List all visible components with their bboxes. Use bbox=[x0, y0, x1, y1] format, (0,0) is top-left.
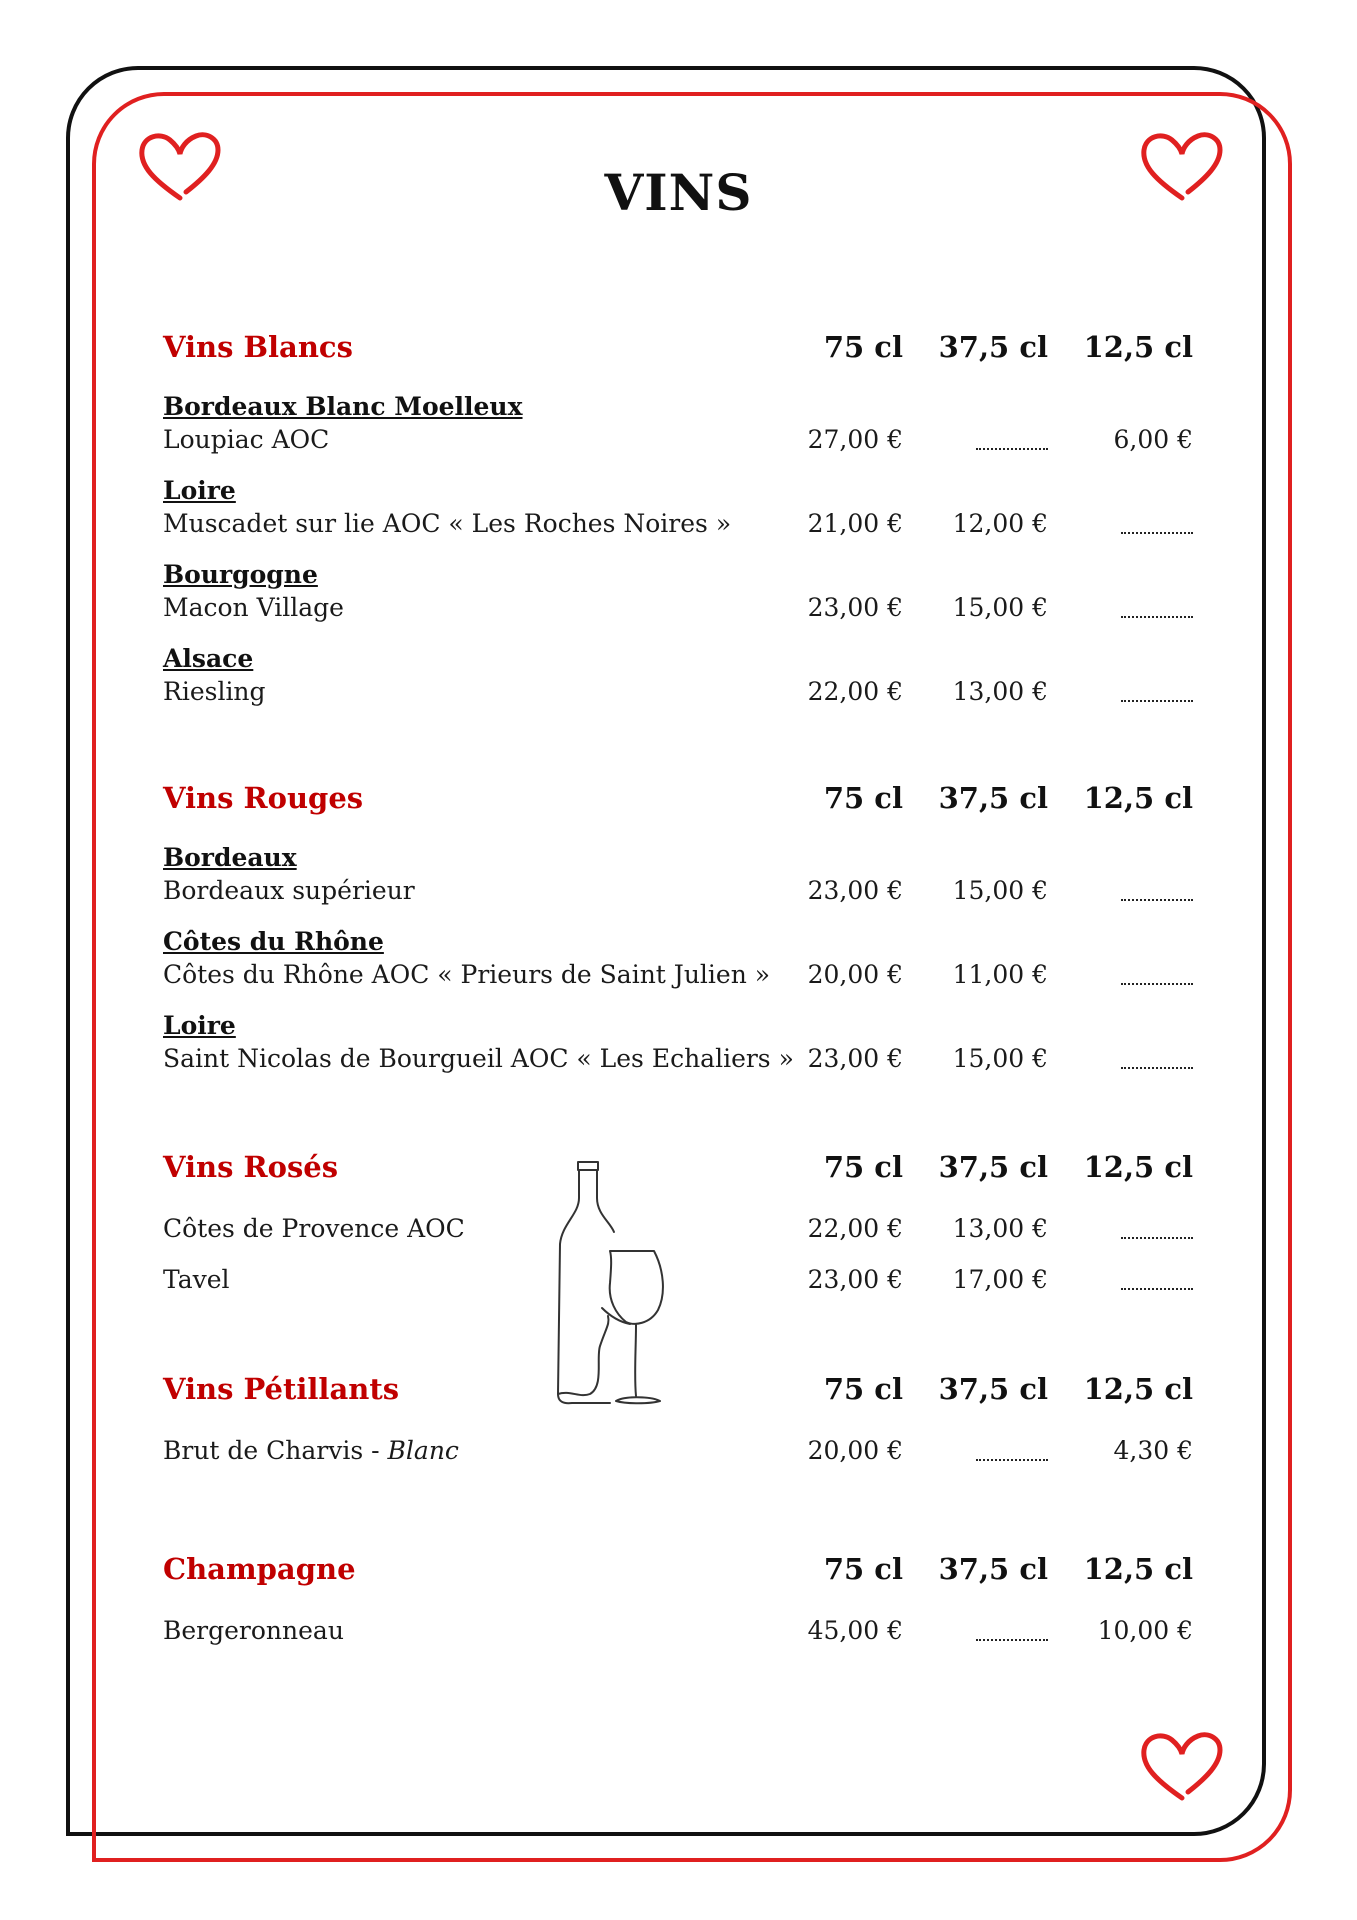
size-header-37: 37,5 cl bbox=[938, 1372, 1048, 1406]
region-label: Bordeaux Blanc Moelleux bbox=[163, 392, 523, 421]
price-37: 15,00 € bbox=[952, 1044, 1048, 1073]
wine-name: Macon Village bbox=[163, 593, 344, 622]
price-12-unavailable bbox=[1121, 507, 1193, 540]
price-75: 21,00 € bbox=[807, 509, 903, 538]
size-header-12: 12,5 cl bbox=[1083, 330, 1193, 364]
size-header-37: 37,5 cl bbox=[938, 330, 1048, 364]
price-37: 11,00 € bbox=[952, 960, 1048, 989]
wine-group bbox=[163, 390, 1193, 456]
price-75: 23,00 € bbox=[807, 1044, 903, 1073]
region-label: Alsace bbox=[163, 644, 254, 673]
list-item bbox=[163, 1042, 1193, 1075]
price-37-unavailable bbox=[976, 1614, 1048, 1647]
size-header-75: 75 cl bbox=[823, 330, 903, 364]
price-12: 10,00 € bbox=[1097, 1616, 1193, 1645]
price-37: 13,00 € bbox=[952, 1214, 1048, 1243]
price-37: 15,00 € bbox=[952, 876, 1048, 905]
wine-bottle-glass-icon bbox=[550, 1158, 680, 1408]
price-75: 23,00 € bbox=[807, 876, 903, 905]
section-title: Champagne bbox=[163, 1552, 356, 1586]
size-header-37: 37,5 cl bbox=[938, 1552, 1048, 1586]
wine-name: Bordeaux supérieur bbox=[163, 876, 415, 905]
price-12-unavailable bbox=[1121, 1212, 1193, 1245]
price-75: 45,00 € bbox=[807, 1616, 903, 1645]
price-37: 17,00 € bbox=[952, 1265, 1048, 1294]
price-37-unavailable bbox=[976, 1434, 1048, 1467]
list-item bbox=[163, 675, 1193, 708]
wine-name-text: Brut de Charvis - bbox=[163, 1436, 388, 1465]
region-label: Côtes du Rhône bbox=[163, 927, 384, 956]
list-item bbox=[163, 958, 1193, 991]
section-header bbox=[163, 330, 1193, 374]
section-title: Vins Rosés bbox=[163, 1150, 339, 1184]
price-75: 23,00 € bbox=[807, 1265, 903, 1294]
list-item bbox=[163, 1614, 1193, 1647]
list-item bbox=[163, 591, 1193, 624]
price-37: 13,00 € bbox=[952, 677, 1048, 706]
price-12-unavailable bbox=[1121, 1263, 1193, 1296]
size-header-12: 12,5 cl bbox=[1083, 781, 1193, 815]
region-label: Bourgogne bbox=[163, 560, 318, 589]
price-75: 20,00 € bbox=[807, 1436, 903, 1465]
wine-group bbox=[163, 474, 1193, 540]
wine-name: Tavel bbox=[163, 1265, 230, 1294]
section-vins-blancs bbox=[163, 330, 1193, 708]
price-75: 22,00 € bbox=[807, 677, 903, 706]
price-12-unavailable bbox=[1121, 1042, 1193, 1075]
region-label: Loire bbox=[163, 1011, 236, 1040]
price-12-unavailable bbox=[1121, 874, 1193, 907]
price-37: 12,00 € bbox=[952, 509, 1048, 538]
size-header-75: 75 cl bbox=[823, 781, 903, 815]
list-item bbox=[163, 507, 1193, 540]
price-37-unavailable bbox=[976, 423, 1048, 456]
wine-name: Côtes du Rhône AOC « Prieurs de Saint Julien » bbox=[163, 960, 771, 989]
wine-name: Riesling bbox=[163, 677, 266, 706]
price-75: 27,00 € bbox=[807, 425, 903, 454]
wine-name: Saint Nicolas de Bourgueil AOC « Les Echaliers » bbox=[163, 1044, 794, 1073]
size-header-12: 12,5 cl bbox=[1083, 1552, 1193, 1586]
size-header-37: 37,5 cl bbox=[938, 781, 1048, 815]
wine-name: Côtes de Provence AOC bbox=[163, 1214, 465, 1243]
section-vins-rouges bbox=[163, 781, 1193, 1075]
wine-group bbox=[163, 925, 1193, 991]
section-title: Vins Pétillants bbox=[163, 1372, 400, 1406]
section-header bbox=[163, 781, 1193, 825]
page-title: VINS bbox=[604, 163, 753, 222]
size-header-75: 75 cl bbox=[823, 1372, 903, 1406]
price-75: 22,00 € bbox=[807, 1214, 903, 1243]
region-label: Bordeaux bbox=[163, 843, 297, 872]
size-header-75: 75 cl bbox=[823, 1552, 903, 1586]
list-item bbox=[163, 874, 1193, 907]
wine-name-variant: Blanc bbox=[387, 1436, 459, 1465]
wine-group bbox=[163, 558, 1193, 624]
wine-group bbox=[163, 841, 1193, 907]
wine-name: Muscadet sur lie AOC « Les Roches Noires » bbox=[163, 509, 732, 538]
heart-icon bbox=[1136, 1728, 1228, 1804]
region-label: Loire bbox=[163, 476, 236, 505]
wine-name bbox=[163, 1434, 459, 1467]
price-12-unavailable bbox=[1121, 591, 1193, 624]
size-header-75: 75 cl bbox=[823, 1150, 903, 1184]
price-37: 15,00 € bbox=[952, 593, 1048, 622]
size-header-37: 37,5 cl bbox=[938, 1150, 1048, 1184]
price-12-unavailable bbox=[1121, 675, 1193, 708]
price-12-unavailable bbox=[1121, 958, 1193, 991]
section-header bbox=[163, 1552, 1193, 1596]
list-item bbox=[163, 423, 1193, 456]
price-12: 4,30 € bbox=[1113, 1436, 1193, 1465]
price-75: 20,00 € bbox=[807, 960, 903, 989]
wine-group bbox=[163, 1009, 1193, 1075]
wine-name: Loupiac AOC bbox=[163, 425, 330, 454]
wine-name: Bergeronneau bbox=[163, 1616, 344, 1645]
section-champagne bbox=[163, 1552, 1193, 1647]
price-12: 6,00 € bbox=[1113, 425, 1193, 454]
price-75: 23,00 € bbox=[807, 593, 903, 622]
wine-group bbox=[163, 642, 1193, 708]
section-title: Vins Blancs bbox=[163, 330, 353, 364]
size-header-12: 12,5 cl bbox=[1083, 1150, 1193, 1184]
size-header-12: 12,5 cl bbox=[1083, 1372, 1193, 1406]
section-title: Vins Rouges bbox=[163, 781, 364, 815]
list-item bbox=[163, 1434, 1193, 1467]
